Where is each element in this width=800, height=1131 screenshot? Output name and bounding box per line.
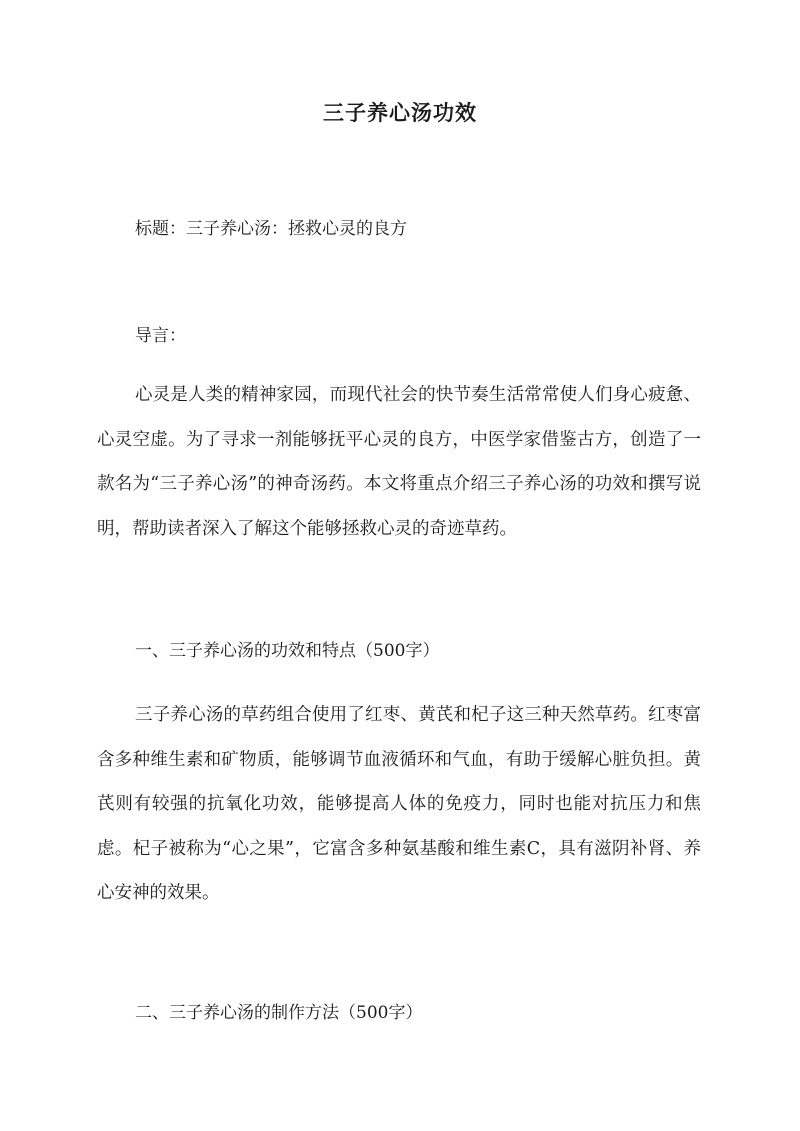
intro-label: 导言：	[135, 326, 186, 346]
document-title: 三子养心汤功效	[323, 100, 477, 125]
section2-heading: 二、三子养心汤的制作方法（500字）	[135, 1003, 423, 1023]
intro-paragraph: 心灵是人类的精神家园，而现代社会的快节奏生活常常使人们身心疲惫、心灵空虚。为了寻求一剂能够抚平心灵的良方，中医学家借鉴古方，创造了一款名为“三子养心汤”的神奇汤药。本文将重点介绍三子养心汤的功效和撰写说明，帮助读者深入了解这个能够拯救心灵的奇迹草药。	[97, 385, 701, 539]
section1-heading: 一、三子养心汤的功效和特点（500字）	[135, 641, 440, 661]
section1-paragraph: 三子养心汤的草药组合使用了红枣、黄芪和杞子这三种天然草药。红枣富含多种维生素和矿物质，能够调节血液循环和气血，有助于缓解心脏负担。黄芪则有较强的抗氧化功效，能够提高人体的免疫力，同时也能对抗压力和焦虑。杞子被称为“心之果”，它富含多种氨基酸和维生素C，具有滋阴补肾、养心安神的效果。	[97, 705, 701, 903]
document-subtitle: 标题：三子养心汤：拯救心灵的良方	[135, 219, 407, 239]
